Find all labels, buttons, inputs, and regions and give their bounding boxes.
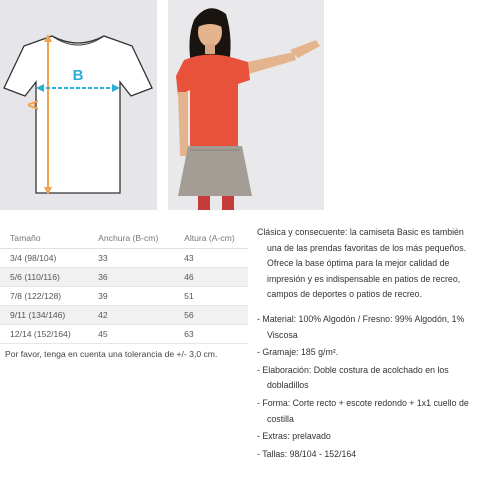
feature-shape: - Forma: Corte recto + escote redondo + 1x1 cuello de costilla — [257, 397, 469, 424]
table-row — [0, 306, 248, 325]
intro-line: Clásica y consecuente: la camiseta Basic es también — [257, 227, 464, 237]
table-row — [0, 287, 248, 306]
feature-weight: - Gramaje: 185 g/m². — [257, 347, 339, 358]
table-row — [0, 249, 248, 268]
cell-size: 3/4 (98/104) — [0, 249, 86, 268]
cell-width: 45 — [86, 325, 174, 344]
cell-width: 42 — [86, 306, 174, 325]
cell-width: 33 — [86, 249, 174, 268]
cell-width: 39 — [86, 287, 174, 306]
child-model-image — [168, 0, 324, 210]
size-table-header — [0, 228, 248, 249]
tshirt-outline-icon — [0, 0, 157, 210]
table-row — [0, 325, 248, 344]
intro-line: una de las prendas favoritas de los más pequeños. — [267, 242, 467, 253]
cell-height: 51 — [174, 287, 248, 306]
intro-line: campos de deportes o patios de recreo. — [267, 289, 423, 300]
table-row — [0, 268, 248, 287]
tolerance-note: Por favor, tenga en cuenta una tolerancia de +/- 3,0 cm. — [5, 349, 218, 359]
product-photo — [168, 0, 324, 210]
label-a: A — [25, 99, 42, 111]
cell-size: 12/14 (152/164) — [0, 325, 86, 344]
intro-line: impresión y es indispensable en patios de recreo, — [267, 273, 461, 284]
column-header-width: Anchura (B-cm) — [86, 228, 174, 249]
intro-line: Ofrece la base óptima para la mejor calidad de — [267, 258, 450, 269]
feature-extras: - Extras: prelavado — [257, 431, 331, 442]
cell-size: 7/8 (122/128) — [0, 287, 86, 306]
feature-sizes: - Tallas: 98/104 - 152/164 — [257, 448, 357, 459]
cell-height: 56 — [174, 306, 248, 325]
product-description — [257, 225, 486, 464]
cell-height: 43 — [174, 249, 248, 268]
size-table — [0, 228, 248, 344]
column-header-size: Tamaño — [0, 228, 86, 249]
label-b: B — [72, 67, 84, 84]
feature-material: - Material: 100% Algodón / Fresno: 99% Algodón, 1% Viscosa — [257, 313, 465, 340]
cell-size: 9/11 (134/146) — [0, 306, 86, 325]
shirt-size-diagram — [0, 0, 157, 210]
cell-width: 36 — [86, 268, 174, 287]
cell-height: 46 — [174, 268, 248, 287]
column-header-height: Altura (A-cm) — [174, 228, 248, 249]
cell-size: 5/6 (110/116) — [0, 268, 86, 287]
feature-finish: - Elaboración: Doble costura de acolchado en los dobladillos — [257, 364, 449, 391]
cell-height: 63 — [174, 325, 248, 344]
